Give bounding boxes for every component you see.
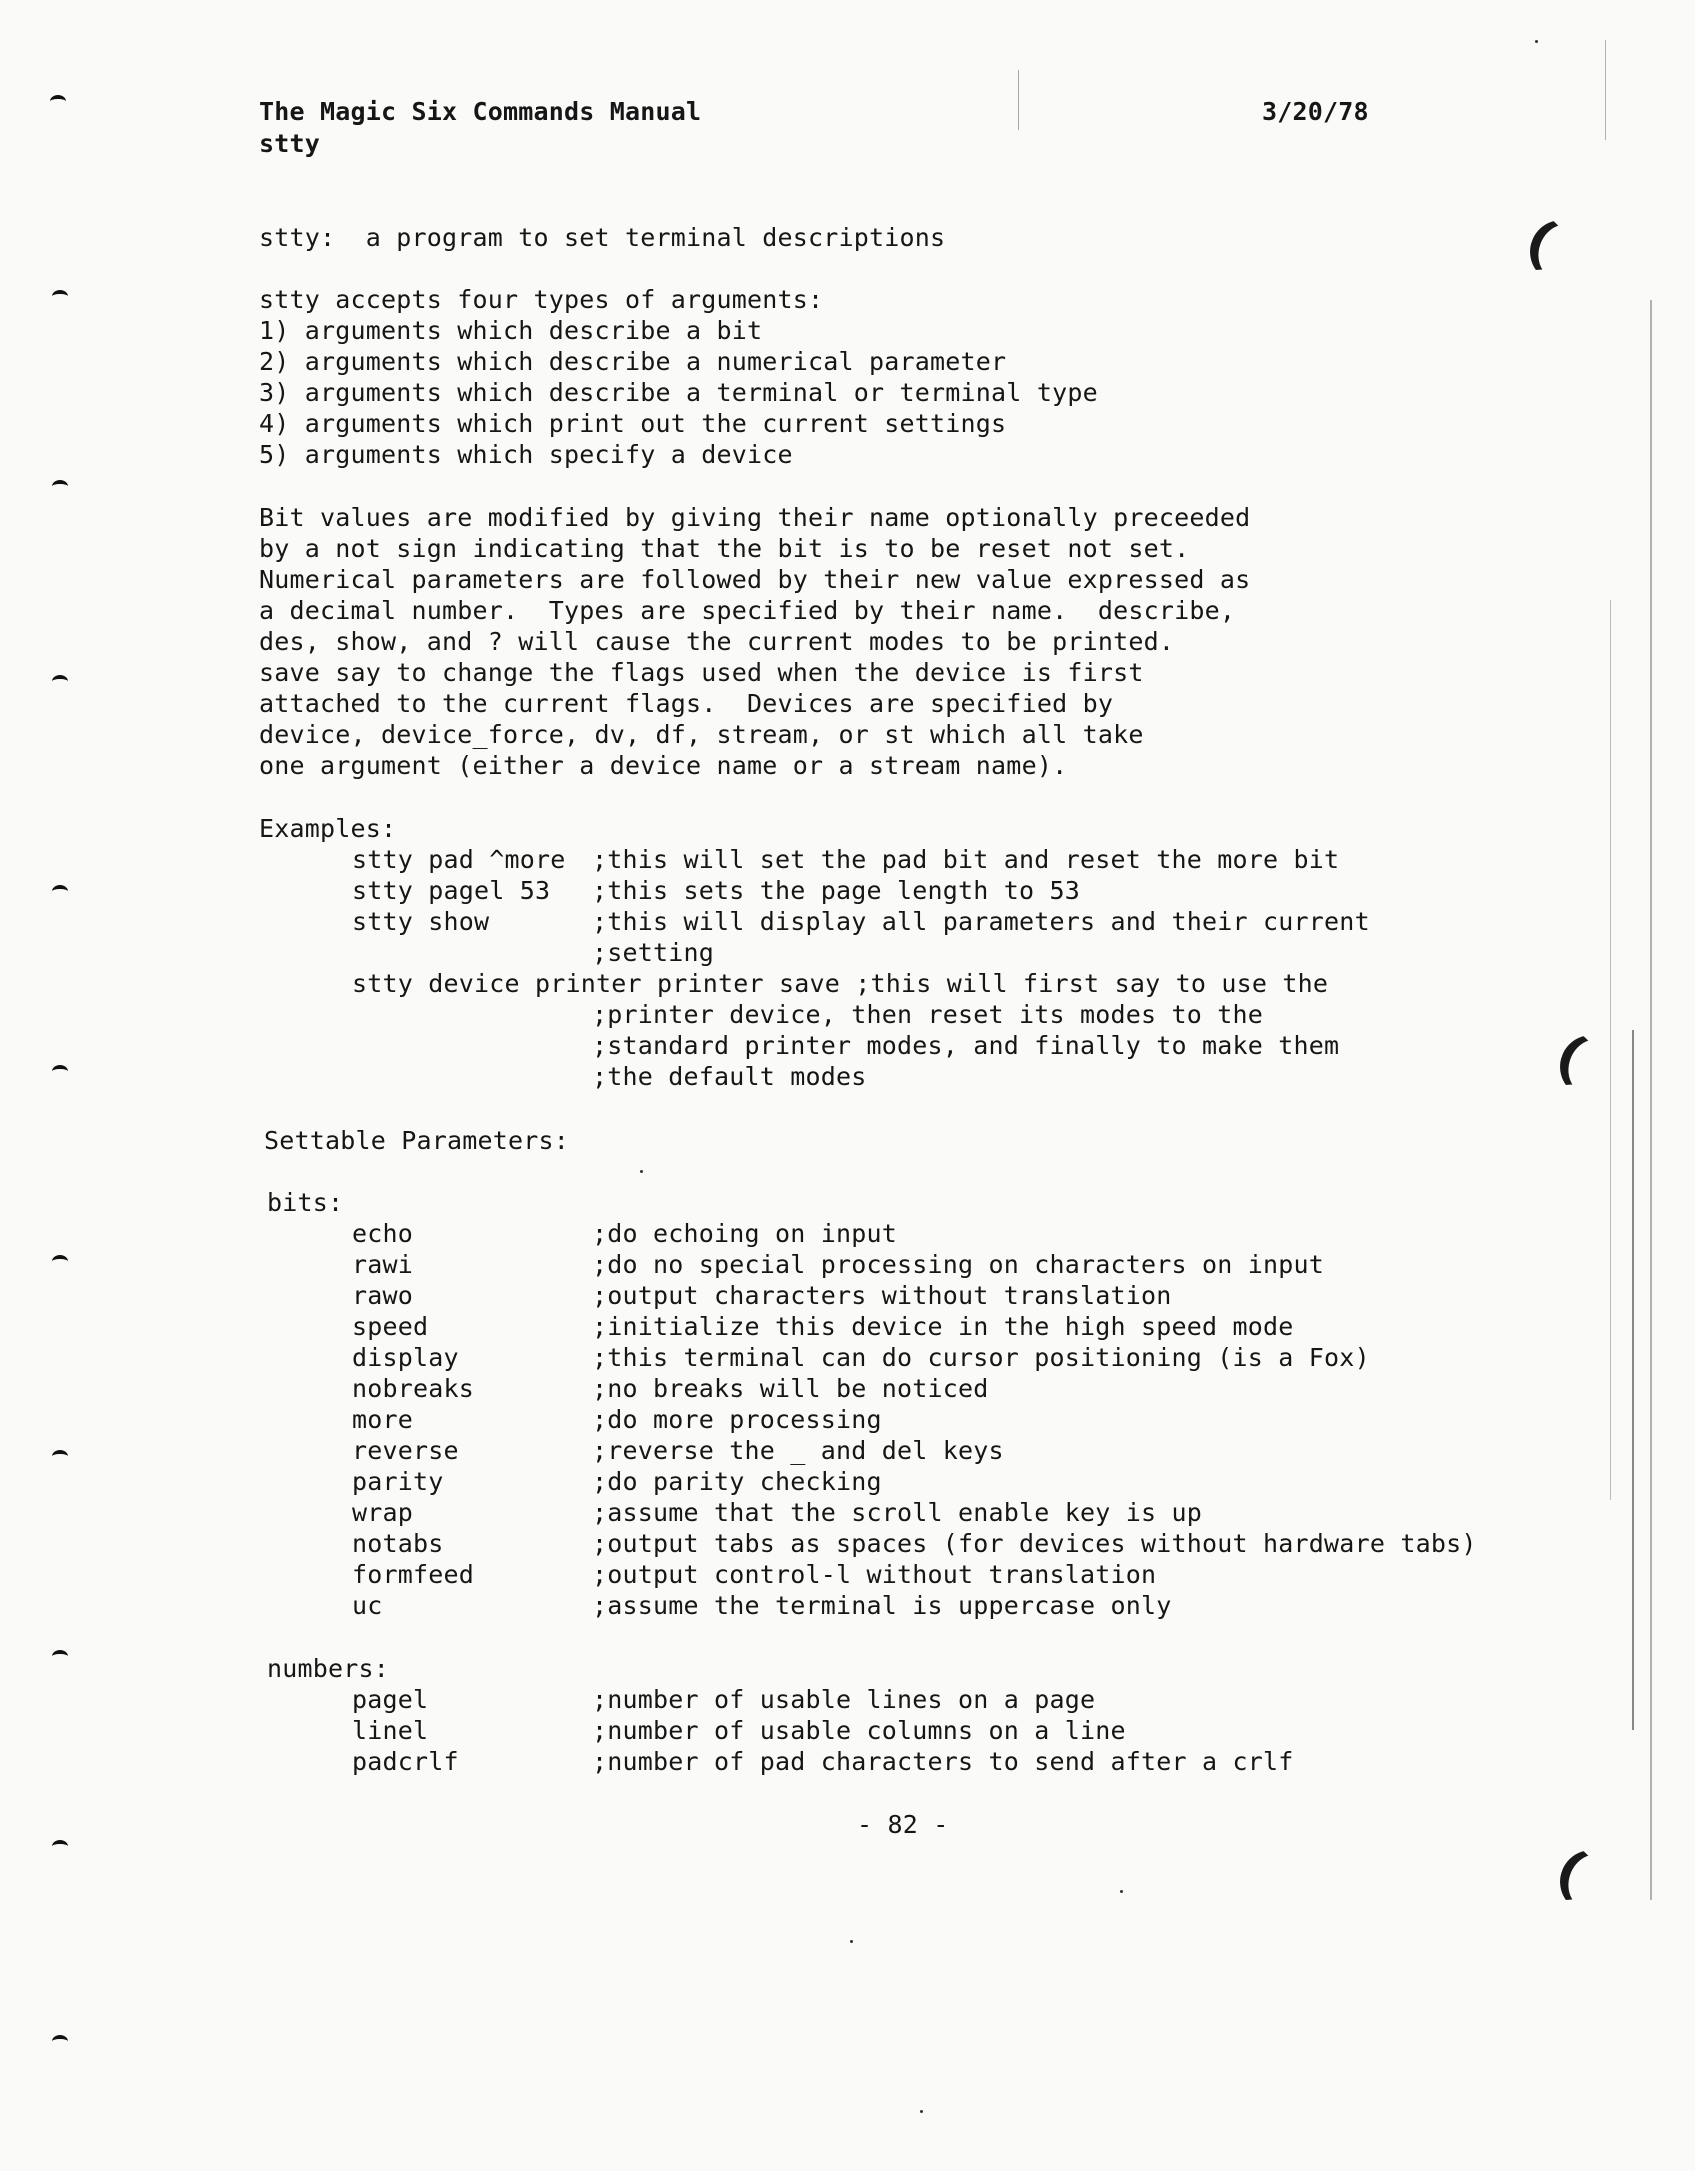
page-date: 3/20/78 — [1262, 97, 1369, 126]
bit-description: ;output characters without translation — [592, 1281, 1172, 1310]
number-description: ;number of usable lines on a page — [592, 1685, 1096, 1714]
example-comment: ;this sets the page length to 53 — [592, 876, 1081, 905]
margin-tick-mark — [52, 1255, 68, 1268]
margin-tick-mark — [52, 1065, 68, 1078]
scan-speck — [1120, 1890, 1123, 1893]
settable-parameters-heading: Settable Parameters: — [264, 1126, 570, 1155]
margin-tick-mark — [50, 95, 66, 108]
bit-description: ;this terminal can do cursor positioning (is a Fox) — [592, 1343, 1370, 1372]
description-line: Numerical parameters are followed by their new value expressed as — [259, 565, 1251, 594]
description-line: save say to change the flags used when the device is first — [259, 658, 1144, 687]
margin-tick-mark — [52, 1650, 68, 1663]
command-summary: stty: a program to set terminal descriptions — [259, 223, 946, 252]
number-name: linel — [352, 1716, 429, 1745]
argument-type-item: 3) arguments which describe a terminal or terminal type — [259, 378, 1098, 407]
margin-tick-mark — [52, 2035, 68, 2048]
scan-speck — [640, 1170, 643, 1173]
example-command: stty show — [352, 907, 490, 936]
bit-description: ;do parity checking — [592, 1467, 882, 1496]
bit-description: ;assume that the scroll enable key is up — [592, 1498, 1203, 1527]
example-command: stty pagel 53 — [352, 876, 551, 905]
bit-description: ;no breaks will be noticed — [592, 1374, 989, 1403]
margin-tick-mark — [52, 480, 68, 493]
argument-types-intro: stty accepts four types of arguments: — [259, 285, 824, 314]
bit-description: ;do more processing — [592, 1405, 882, 1434]
bit-name: uc — [352, 1591, 383, 1620]
examples-heading: Examples: — [259, 814, 397, 843]
argument-type-item: 4) arguments which print out the current settings — [259, 409, 1007, 438]
manual-title: The Magic Six Commands Manual — [259, 97, 702, 126]
bit-name: nobreaks — [352, 1374, 475, 1403]
example-comment: ;this will set the pad bit and reset the more bit — [592, 845, 1340, 874]
scan-speck — [1535, 40, 1538, 43]
margin-tick-mark — [52, 1840, 68, 1853]
description-line: one argument (either a device name or a stream name). — [259, 751, 1068, 780]
bit-name: wrap — [352, 1498, 414, 1527]
example-comment: ;setting — [592, 938, 715, 967]
example-command: stty pad ^more — [352, 845, 566, 874]
scan-edge-line — [1632, 1030, 1634, 1730]
scan-speck — [850, 1940, 853, 1943]
scan-edge-line — [1610, 600, 1611, 1500]
bit-name: rawo — [352, 1281, 414, 1310]
bit-name: reverse — [352, 1436, 459, 1465]
argument-type-item: 2) arguments which describe a numerical parameter — [259, 347, 1007, 376]
example-comment: ;standard printer modes, and finally to make them — [592, 1031, 1340, 1060]
number-name: padcrlf — [352, 1747, 459, 1776]
example-comment: ;the default modes — [592, 1062, 867, 1091]
bit-description: ;output control-l without translation — [592, 1560, 1157, 1589]
margin-tick-mark — [52, 675, 68, 688]
bit-description: ;do no special processing on characters on input — [592, 1250, 1325, 1279]
bit-description: ;reverse the _ and del keys — [592, 1436, 1004, 1465]
numbers-heading: numbers: — [267, 1654, 390, 1683]
bit-name: display — [352, 1343, 459, 1372]
command-name: stty — [259, 129, 321, 158]
number-name: pagel — [352, 1685, 429, 1714]
scan-speck — [920, 2110, 923, 2113]
scan-edge-line — [1018, 70, 1019, 130]
bit-name: notabs — [352, 1529, 444, 1558]
number-description: ;number of pad characters to send after a crlf — [592, 1747, 1294, 1776]
example-comment: ;printer device, then reset its modes to the — [592, 1000, 1264, 1029]
scan-edge-line — [1650, 300, 1652, 1900]
description-line: Bit values are modified by giving their name optionally preceeded — [259, 503, 1251, 532]
bits-heading: bits: — [267, 1188, 344, 1217]
number-description: ;number of usable columns on a line — [592, 1716, 1126, 1745]
bit-description: ;output tabs as spaces (for devices without hardware tabs) — [592, 1529, 1477, 1558]
bit-name: more — [352, 1405, 414, 1434]
example-comment: ;this will display all parameters and their current — [592, 907, 1370, 936]
margin-tick-mark — [52, 885, 68, 898]
description-line: device, device_force, dv, df, stream, or st which all take — [259, 720, 1144, 749]
bit-name: speed — [352, 1312, 429, 1341]
scan-edge-line — [1605, 40, 1606, 140]
bit-description: ;do echoing on input — [592, 1219, 898, 1248]
bit-description: ;initialize this device in the high speed mode — [592, 1312, 1294, 1341]
description-line: by a not sign indicating that the bit is to be reset not set. — [259, 534, 1190, 563]
bit-name: echo — [352, 1219, 414, 1248]
binder-hole-mark — [1521, 211, 1604, 293]
binder-hole-mark — [1551, 1026, 1634, 1108]
margin-tick-mark — [52, 1450, 68, 1463]
argument-type-item: 5) arguments which specify a device — [259, 440, 793, 469]
example-command-long: stty device printer printer save ;this will first say to use the — [352, 969, 1329, 998]
bit-name: parity — [352, 1467, 444, 1496]
bit-name: formfeed — [352, 1560, 475, 1589]
page-number: - 82 - — [857, 1810, 949, 1839]
description-line: attached to the current flags. Devices are specified by — [259, 689, 1114, 718]
description-line: a decimal number. Types are specified by their name. describe, — [259, 596, 1236, 625]
bit-description: ;assume the terminal is uppercase only — [592, 1591, 1172, 1620]
binder-hole-mark — [1551, 1841, 1634, 1923]
description-line: des, show, and ? will cause the current modes to be printed. — [259, 627, 1175, 656]
argument-type-item: 1) arguments which describe a bit — [259, 316, 763, 345]
bit-name: rawi — [352, 1250, 414, 1279]
margin-tick-mark — [52, 290, 68, 303]
